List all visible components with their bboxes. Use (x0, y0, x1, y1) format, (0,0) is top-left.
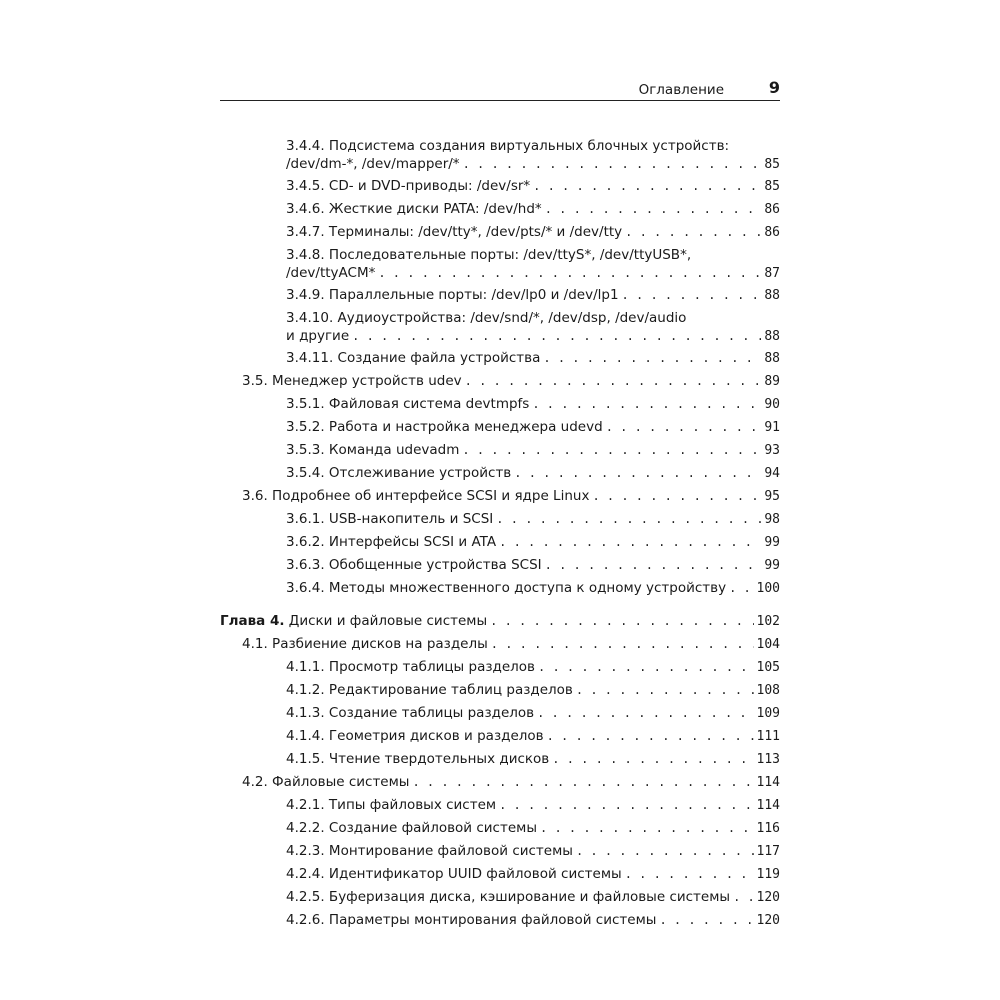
toc-entry[interactable] (286, 820, 780, 840)
toc-entry-title: 4.1.2. Редактирование таблиц разделов (286, 682, 573, 698)
toc-entry[interactable] (286, 797, 780, 817)
dot-leader (552, 752, 753, 766)
toc-entry-page: 104 (756, 637, 780, 652)
dot-leader (412, 775, 753, 789)
toc-entry-title: 3.4.11. Создание файла устройства (286, 350, 541, 366)
chapter-label: Глава 4. (220, 613, 285, 629)
dot-leader (659, 913, 753, 927)
toc-entry-page: 109 (756, 706, 780, 721)
toc-entry-page: 111 (756, 729, 780, 744)
toc-entry[interactable] (286, 350, 780, 370)
toc-entry-page: 85 (764, 157, 780, 172)
dot-leader (625, 867, 754, 881)
dot-leader (514, 466, 761, 480)
toc-entry-page: 120 (756, 913, 780, 928)
toc-entry[interactable] (286, 156, 780, 176)
toc-entry-title: 3.4.5. CD- и DVD-приводы: /dev/sr* (286, 178, 531, 194)
dot-leader (625, 225, 761, 239)
dot-leader (499, 535, 761, 549)
dot-leader (606, 420, 762, 434)
toc-entry[interactable] (286, 659, 780, 679)
toc-entry-title: 3.4.9. Параллельные порты: /dev/lp0 и /dev/lp1 (286, 287, 619, 303)
dot-leader (622, 288, 762, 302)
toc-entry[interactable] (286, 866, 780, 886)
toc-entry-title: 4.2.4. Идентификатор UUID файловой системы (286, 866, 622, 882)
dot-leader (491, 637, 754, 651)
dot-leader (545, 202, 762, 216)
toc-entry[interactable] (286, 557, 780, 577)
toc-entry-page: 99 (764, 535, 780, 550)
toc-entry-title: 4.1.1. Просмотр таблицы разделов (286, 659, 536, 675)
dot-leader (547, 729, 754, 743)
running-header (220, 78, 780, 102)
toc-entry-title: 3.5. Менеджер устройств udev (242, 373, 462, 389)
dot-leader (576, 844, 754, 858)
toc-entry-page: 95 (764, 489, 780, 504)
toc-entry[interactable] (286, 889, 780, 909)
toc-entry[interactable] (242, 636, 780, 656)
toc-entry-title: 3.6. Подробнее об интерфейсе SCSI и ядре Linux (242, 488, 590, 504)
dot-leader (545, 558, 762, 572)
toc-entry-title: 3.6.1. USB-накопитель и SCSI (286, 511, 494, 527)
toc-entry-page: 85 (764, 179, 780, 194)
toc-entry-title: и другие (286, 328, 350, 344)
dot-leader (463, 157, 762, 171)
toc-entry-page: 116 (756, 821, 780, 836)
dot-leader (537, 706, 753, 720)
dot-leader (499, 798, 753, 812)
toc-entry[interactable] (242, 774, 780, 794)
dot-leader (352, 329, 761, 343)
toc-entry[interactable] (286, 465, 780, 485)
toc-entry[interactable] (286, 728, 780, 748)
toc-entry-title: 3.6.2. Интерфейсы SCSI и ATA (286, 534, 497, 550)
dot-leader (592, 489, 761, 503)
dot-leader (729, 581, 753, 595)
toc-entry[interactable] (242, 488, 780, 508)
toc-entry[interactable] (286, 751, 780, 771)
toc-entry-page: 113 (756, 752, 780, 767)
toc-entry-page: 99 (764, 558, 780, 573)
dot-leader (538, 660, 754, 674)
toc-entry-title: 4.2.6. Параметры монтирования файловой системы (286, 912, 657, 928)
toc-entry-title: 4.2.1. Типы файловых систем (286, 797, 497, 813)
dot-leader (532, 397, 761, 411)
toc-entry-page: 114 (756, 775, 780, 790)
toc-entry[interactable] (286, 287, 780, 307)
toc-entry-title: 4.2. Файловые системы (242, 774, 410, 790)
toc-entry-page: 88 (764, 288, 780, 303)
toc-entry-title: Глава 4. Диски и файловые системы (220, 613, 488, 629)
toc-entry[interactable] (242, 373, 780, 393)
toc-entry[interactable] (286, 843, 780, 863)
dot-leader (576, 683, 754, 697)
toc-entry[interactable] (286, 224, 780, 244)
toc-entry-title: 3.6.3. Обобщенные устройства SCSI (286, 557, 542, 573)
toc-entry-page: 119 (756, 867, 780, 882)
toc-entry-page: 94 (764, 466, 780, 481)
toc-entry-title: 4.2.2. Создание файловой системы (286, 820, 537, 836)
dot-leader (462, 443, 761, 457)
toc-entry-title: 3.5.3. Команда udevadm (286, 442, 460, 458)
toc-entry-page: 114 (756, 798, 780, 813)
toc-entry-page: 102 (756, 614, 780, 629)
dot-leader (543, 351, 761, 365)
toc-entry[interactable] (286, 705, 780, 725)
toc-entry-page: 93 (764, 443, 780, 458)
toc-entry-title: 4.1.4. Геометрия дисков и разделов (286, 728, 544, 744)
toc-entry-title: 4.1. Разбиение дисков на разделы (242, 636, 488, 652)
toc-entry[interactable] (286, 201, 780, 221)
toc-entry-title: 3.4.6. Жесткие диски PATA: /dev/hd* (286, 201, 542, 217)
toc-entry[interactable] (286, 328, 780, 348)
toc-entry-title: 3.5.2. Работа и настройка менеджера udevd (286, 419, 603, 435)
toc-entry[interactable] (286, 682, 780, 702)
dot-leader (733, 890, 753, 904)
toc-entry-first-line: 3.4.8. Последовательные порты: /dev/ttyS*, /dev/ttyUSB*, (286, 247, 692, 263)
toc-entry-title: 4.2.3. Монтирование файловой системы (286, 843, 573, 859)
toc-entry[interactable] (286, 265, 780, 285)
toc-entry-title: 4.1.5. Чтение твердотельных дисков (286, 751, 550, 767)
toc-entry[interactable] (286, 580, 780, 600)
dot-leader (378, 266, 761, 280)
toc-entry-title: /dev/ttyACM* (286, 265, 376, 281)
toc-entry-page: 88 (764, 329, 780, 344)
toc-entry-title: 4.2.5. Буферизация диска, кэширование и файловые системы (286, 889, 731, 905)
toc-entry-title: 3.5.1. Файловая система devtmpfs (286, 396, 530, 412)
toc-entry-page: 105 (756, 660, 780, 675)
toc-entry[interactable] (286, 534, 780, 554)
page-number: 9 (768, 78, 780, 97)
toc-entry-first-line: 3.4.10. Аудиоустройства: /dev/snd/*, /dev/dsp, /dev/audio (286, 310, 687, 326)
toc-entry[interactable] (286, 442, 780, 462)
dot-leader (540, 821, 754, 835)
toc-entry-page: 108 (756, 683, 780, 698)
toc-entry-page: 87 (764, 266, 780, 281)
dot-leader (533, 179, 761, 193)
toc-entry-title: 3.6.4. Методы множественного доступа к одному устройству (286, 580, 727, 596)
toc-entry[interactable] (286, 396, 780, 416)
dot-leader (496, 512, 761, 526)
header-title: Оглавление (638, 82, 724, 98)
toc-entry-title: 3.5.4. Отслеживание устройств (286, 465, 512, 481)
toc-entry-page: 90 (764, 397, 780, 412)
toc-entry-page: 88 (764, 351, 780, 366)
toc-entry-page: 86 (764, 202, 780, 217)
toc-entry-page: 100 (756, 581, 780, 596)
dot-leader (490, 614, 753, 628)
header-rule (220, 100, 780, 101)
toc-entry-first-line: 3.4.4. Подсистема создания виртуальных блочных устройств: (286, 138, 730, 154)
toc-entry[interactable] (286, 912, 780, 932)
toc-entry-page: 98 (764, 512, 780, 527)
toc-entry[interactable] (286, 419, 780, 439)
toc-entry-page: 120 (756, 890, 780, 905)
dot-leader (465, 374, 762, 388)
toc-entry-page: 91 (764, 420, 780, 435)
toc-entry[interactable] (286, 178, 780, 198)
toc-entry-page: 117 (756, 844, 780, 859)
toc-entry-title: /dev/dm-*, /dev/mapper/* (286, 156, 460, 172)
toc-entry-page: 89 (764, 374, 780, 389)
toc-entry[interactable] (220, 613, 780, 633)
toc-entry-title: 3.4.7. Терминалы: /dev/tty*, /dev/pts/* и /dev/tty (286, 224, 623, 240)
toc-entry-title: 4.1.3. Создание таблицы разделов (286, 705, 535, 721)
toc-entry[interactable] (286, 511, 780, 531)
toc-entry-page: 86 (764, 225, 780, 240)
